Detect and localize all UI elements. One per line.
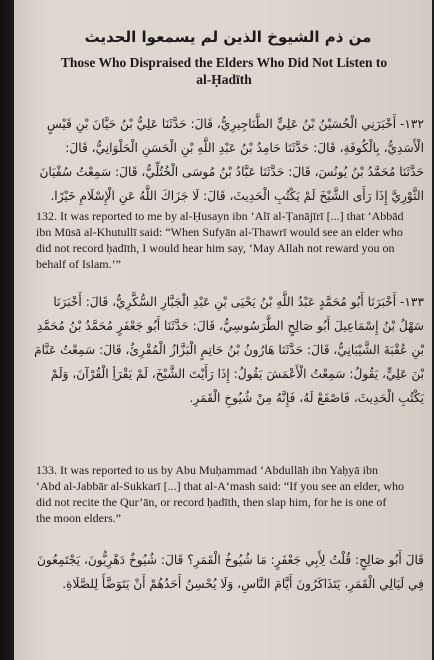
english-text-line: did not record ḥadīth, I would hear him say, ‘May Allah not reward you on (36, 241, 395, 255)
chapter-heading-english-line: al-Ḥadīth (196, 72, 252, 87)
arabic-text-line: فِي لَيَالِي الْقَمَرِ، يَتَذَاكَرُونَ أَيَّامَ النَّاسِ، وَلَا يُحْسِنُ أَحَدُهُمْ أَنْ يَتَوَضَّأَ لِلصَّلَاةِ. (62, 577, 424, 591)
chapter-heading-english (28, 54, 420, 88)
arabic-text-line: بْنَ عَلِيٍّ، يَقُولُ: سَمِعْتُ الْأَعْمَشَ يَقُولُ: إِذَا رَأَيْتَ الشَّيْخَ، لَمْ يَقْرَأِ الْقُرْآنَ، وَلَمْ (50, 367, 424, 381)
hadith-132-english (36, 208, 426, 272)
arabic-text-line: سَهْلُ بْنُ إِسْمَاعِيلَ أَبُو صَالِحٍ الطَّرَسُوسِيُّ، قَالَ: حَدَّثَنَا أَبُو جَعْفَرٍ مُحَمَّدُ بْنُ مُحَمَّدِ (36, 319, 424, 333)
arabic-text-line: الْأَسَدِيُّ، بِالْكُوفَةِ، قَالَ: حَدَّثَنَا حَامِدُ بْنُ عَبْدِ اللَّهِ بْنِ الْحَسَنِ الْحَلْوَانِيُّ، قَالَ: (65, 141, 424, 155)
arabic-text-line: يَكْتُبِ الْحَدِيثَ، فَاصْفَعْ لَهُ، فَإِنَّهُ مِنْ شُيُوخِ الْقَمَرِ. (189, 391, 424, 405)
hadith-133-english (36, 462, 426, 526)
arabic-text-line: قَالَ أَبُو صَالِحٍ: قُلْتُ لِأَبِي جَعْفَرٍ: مَا شُيُوخُ الْقَمَرِ؟ قَالَ: شُيُوخٌ دَهْرِيُّونَ، يَجْتَمِعُونَ (36, 553, 424, 567)
hadith-132-arabic (32, 112, 424, 208)
arabic-text-line: ١٣٣- أَخْبَرَنَا أَبُو مُحَمَّدٍ عَبْدُ اللَّهِ بْنُ يَحْيَى بْنِ عَبْدِ الْجَبَّارِ السُّكَّرِيُّ، قَالَ: أَخْبَرَنَا (53, 295, 424, 309)
closing-commentary-arabic (32, 548, 424, 596)
chapter-heading-arabic: من ذم الشيوخ الذين لم يسمعوا الحديث (84, 28, 372, 46)
english-text-line: ‘Abd al-Jabbār al-Sukkarī [...] that al-A‘mash said: “If you see an elder, who (36, 479, 405, 493)
page-binding-shadow (0, 0, 14, 660)
english-text-line: ibn Mūsā al-Khutullī said: “When Sufyān al-Thawrī would see an elder who (36, 225, 403, 239)
english-text-line: 133. It was reported to us by Abu Muḥammad ‘Abdullāh ibn Yaḥyā ibn (36, 463, 378, 477)
arabic-text-line: الثَّوْرِيَّ إِذَا رَأَى الشَّيْخَ لَمْ يَكْتُبِ الْحَدِيثَ، قَالَ: لَا جَزَاكَ اللَّهُ عَنِ الْإِسْلَامِ خَيْرًا. (50, 189, 424, 203)
english-text-line: behalf of Islam.’” (36, 257, 121, 271)
book-page (14, 0, 432, 660)
arabic-text-line: حَدَّثَنَا مُحَمَّدُ بْنُ يُونُسَ، قَالَ: حَدَّثَنَا عَبَّادُ بْنُ مُوسَى الْخُتُلِّيُّ، قَالَ: سَمِعْتُ سُفْيَانَ (39, 165, 424, 179)
english-text-line: the moon elders.” (36, 511, 121, 525)
arabic-text-line: بْنِ عُقْبَةَ الشَّيْبَانِيُّ، قَالَ: حَدَّثَنَا هَارُونُ بْنُ حَاتِمٍ الْبَزَّازُ الْمُقْرِئُ، قَالَ: سَمِعْتُ عَنَّامَ (34, 343, 424, 357)
arabic-text-line: ١٣٢- أَخْبَرَنِي الْحُسَيْنُ بْنُ عَلِيٍّ الطَّنَاجِيرِيُّ، قَالَ: حَدَّثَنَا عَلِيُّ بْنُ حَيَّانَ بْنِ قَيْسٍ (46, 117, 424, 131)
hadith-133-arabic (32, 290, 424, 410)
chapter-heading-english-line: Those Who Dispraised the Elders Who Did Not Listen to (60, 55, 388, 70)
english-text-line: 132. It was reported to me by al-Ḥusayn ibn ‘Alī al-Ṭanājīrī [...] that ‘Abbād (36, 209, 404, 223)
english-text-line: did not recite the Qur’ān, or record ḥadīth, then slap him, for he is one of (36, 495, 387, 509)
